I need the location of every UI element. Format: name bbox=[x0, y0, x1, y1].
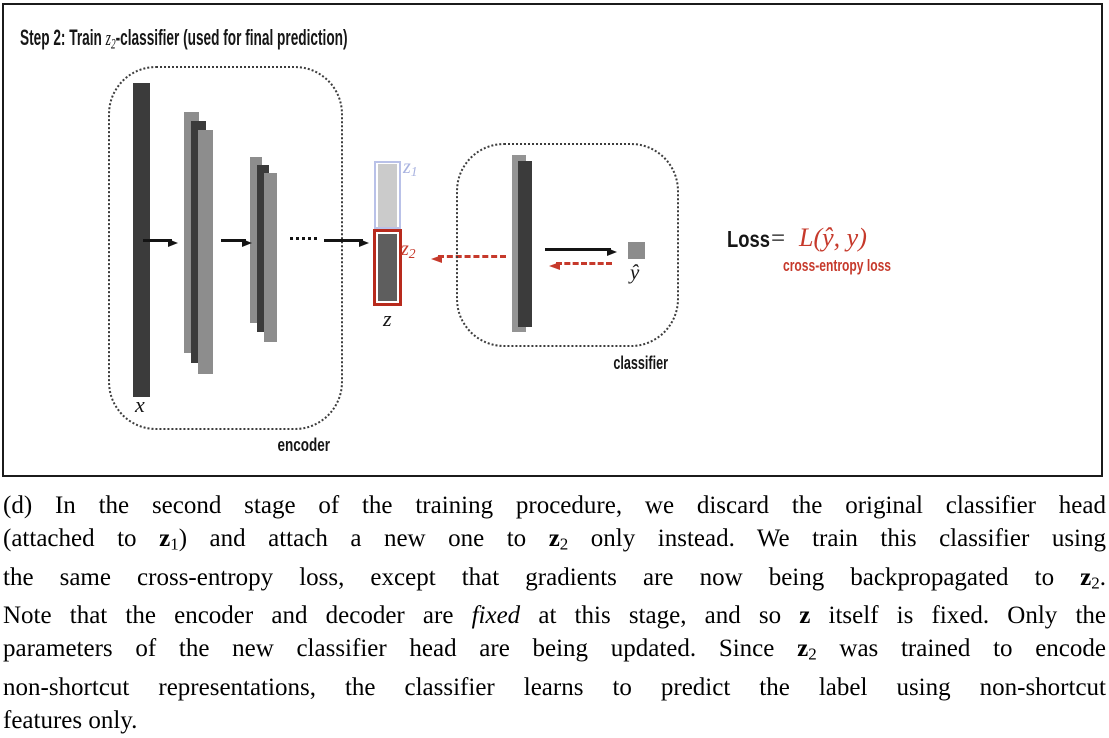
text-segment: 2 bbox=[559, 534, 569, 554]
z2-block bbox=[373, 229, 402, 306]
text-segment: Note that the encoder and decoder are bbox=[3, 602, 472, 630]
text-segment: z bbox=[401, 238, 409, 260]
z2-fill bbox=[378, 234, 397, 301]
text-segment: 2 bbox=[1091, 573, 1100, 593]
encoder-layer2-bar-front bbox=[198, 130, 213, 374]
figure-title bbox=[20, 25, 348, 53]
caption-line bbox=[3, 704, 1106, 737]
text-segment: (attached to bbox=[3, 525, 160, 552]
text-segment: z bbox=[797, 635, 809, 663]
text-segment: z bbox=[548, 525, 560, 552]
text-segment: ) and attach a new one to bbox=[178, 525, 549, 552]
loss-word: Loss bbox=[727, 226, 770, 252]
text-segment: features only. bbox=[3, 707, 138, 735]
classifier-layer-bar-front bbox=[518, 161, 532, 327]
text-segment: was trained to encode bbox=[816, 635, 1107, 663]
classifier-box bbox=[456, 143, 679, 347]
text-segment: 2 bbox=[808, 645, 817, 665]
loss-equals: = bbox=[771, 225, 786, 252]
text-segment: Step 2: Train bbox=[20, 25, 106, 50]
loss-formula: L(ŷ, y) bbox=[799, 223, 867, 252]
text-segment: 2 bbox=[408, 245, 416, 261]
z-label: z bbox=[383, 306, 392, 331]
text-segment: . bbox=[1099, 563, 1106, 591]
text-segment: z bbox=[159, 525, 171, 552]
z1-label bbox=[403, 156, 418, 180]
caption-line bbox=[3, 522, 1106, 561]
text-segment: z bbox=[1080, 563, 1092, 591]
classifier-label: classifier bbox=[613, 353, 668, 373]
arrow-layer2-to-layer3 bbox=[221, 239, 246, 242]
caption-line bbox=[3, 599, 1106, 632]
text-segment: z bbox=[105, 25, 111, 50]
caption-line bbox=[3, 671, 1106, 704]
caption-line bbox=[3, 489, 1106, 522]
text-segment: at this stage, and so bbox=[520, 602, 800, 630]
text-segment: (d) In the second stage of the training procedure, we discard the original classifier head bbox=[3, 492, 1106, 519]
output-label: ŷ bbox=[630, 260, 640, 284]
encoder-layer3-bar-front bbox=[264, 173, 277, 342]
arrow-classifier-to-output bbox=[545, 248, 611, 251]
figure-caption bbox=[3, 489, 1106, 737]
text-segment: only instead. We train this classifier using bbox=[568, 525, 1106, 552]
caption-line bbox=[3, 561, 1106, 600]
arrow-encoder-to-z bbox=[324, 239, 363, 242]
text-segment: parameters of the new classifier head are being updated. Since bbox=[3, 635, 798, 663]
z1-fill bbox=[378, 164, 397, 227]
caption-line bbox=[3, 632, 1106, 671]
input-label: x bbox=[135, 392, 145, 417]
loss-annotation: cross-entropy loss bbox=[783, 256, 891, 275]
text-segment: itself is fixed. Only the bbox=[810, 602, 1106, 630]
text-segment: 1 bbox=[170, 534, 179, 554]
ellipsis-connector bbox=[290, 237, 317, 240]
output-square bbox=[628, 242, 645, 259]
text-segment: the same cross-entropy loss, except that gradients are now being backpropagated to bbox=[3, 563, 1081, 591]
text-segment: 2 bbox=[110, 36, 116, 53]
text-segment: z bbox=[403, 156, 411, 178]
text-segment: 1 bbox=[410, 163, 418, 179]
encoder-label: encoder bbox=[277, 435, 330, 455]
z1-block bbox=[374, 161, 401, 229]
text-segment: -classifier (used for final prediction) bbox=[115, 25, 348, 50]
text-segment: non-shortcut representations, the classifier learns to predict the label using non-shortcut bbox=[3, 674, 1106, 702]
text-segment: fixed bbox=[471, 602, 521, 630]
gradient-arrow-to-classifier bbox=[556, 262, 612, 265]
text-segment: z bbox=[799, 602, 811, 630]
z2-label bbox=[401, 238, 416, 262]
arrow-input-to-layer2 bbox=[143, 239, 172, 242]
